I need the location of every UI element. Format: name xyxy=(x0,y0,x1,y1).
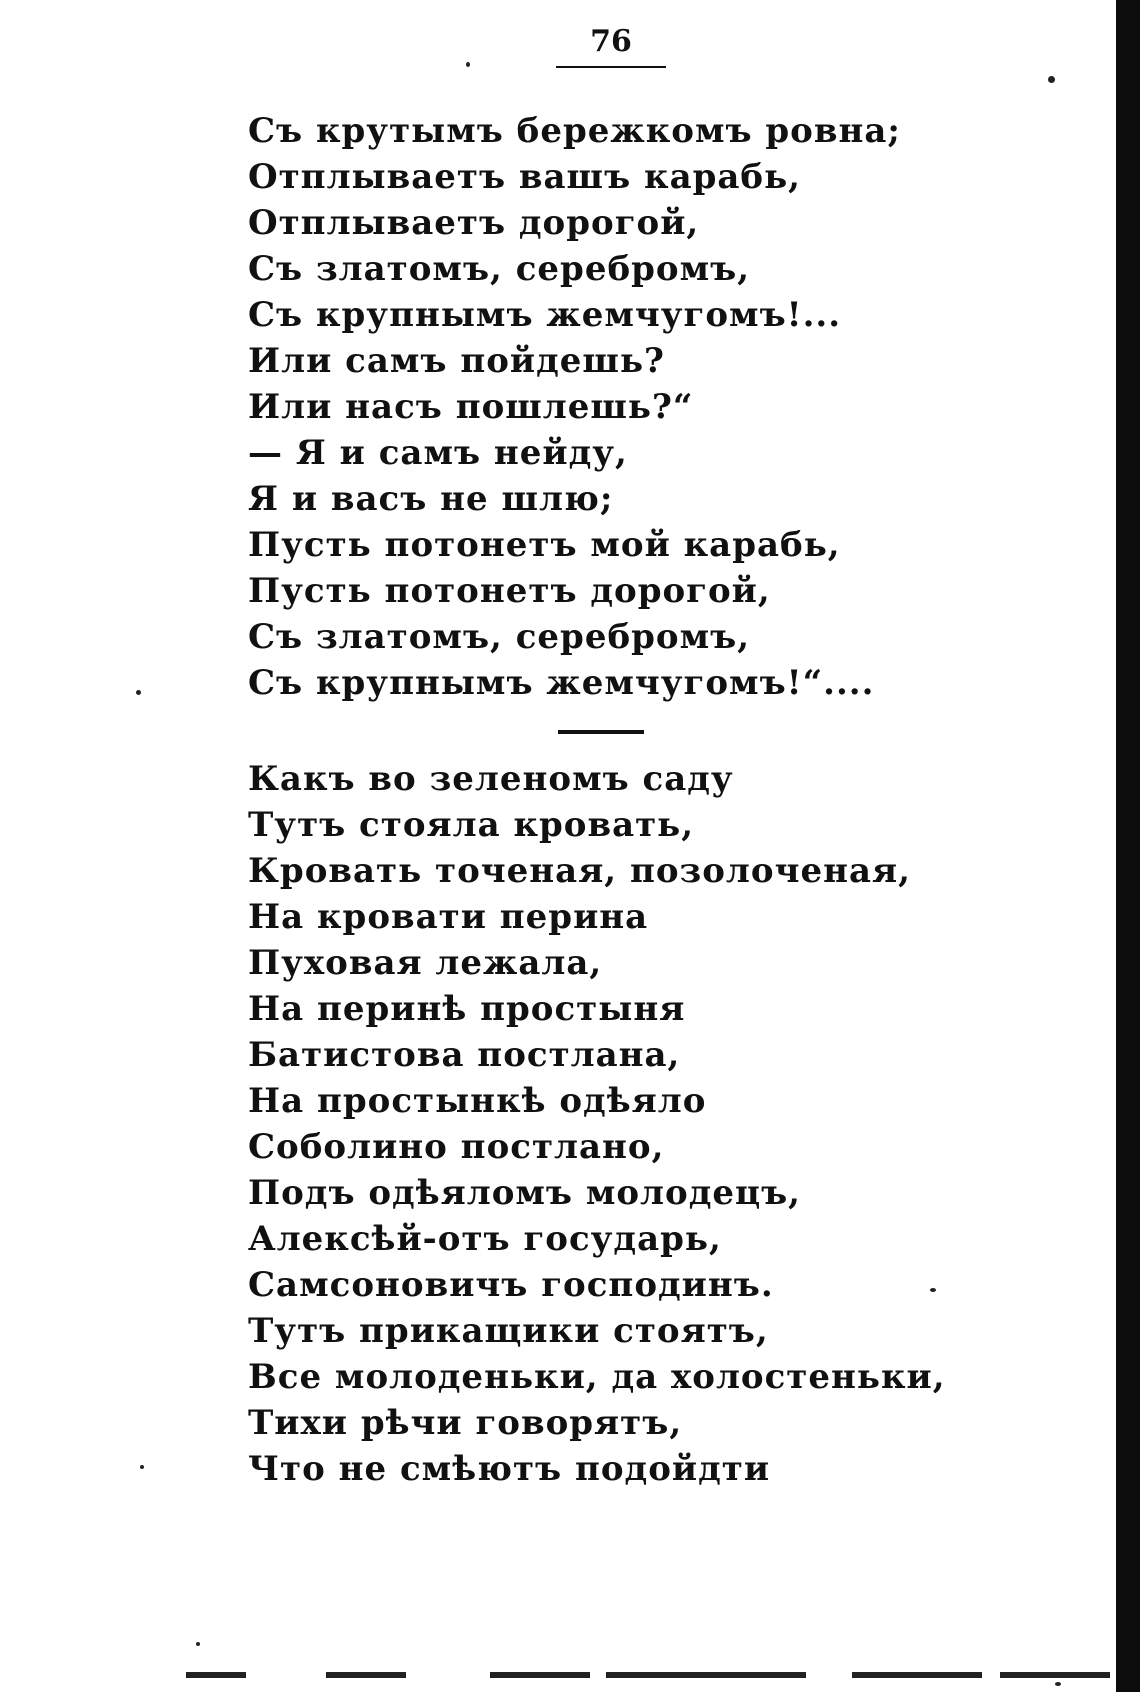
verse-line: Пусть потонетъ дорогой, xyxy=(248,571,771,611)
verse-line: Съ крутымъ бережкомъ ровна; xyxy=(248,111,901,151)
verse-line: Батистова постлана, xyxy=(248,1035,681,1075)
page-edge-shadow xyxy=(1116,0,1140,1692)
verse-line: Подъ одѣяломъ молодецъ, xyxy=(248,1173,802,1213)
ink-speck xyxy=(930,1288,936,1292)
verse-line: — Я и самъ нейду, xyxy=(248,433,628,473)
verse-line: Пуховая лежала, xyxy=(248,943,603,983)
bottom-print-bleed xyxy=(490,1672,590,1678)
section-divider xyxy=(558,730,644,734)
ink-speck xyxy=(466,62,470,67)
verse-line: Тутъ стояла кровать, xyxy=(248,805,695,845)
ink-speck xyxy=(1055,1682,1061,1686)
verse-line: Я и васъ не шлю; xyxy=(248,479,614,519)
verse-line: На кровати перина xyxy=(248,897,649,937)
ink-speck xyxy=(1048,76,1055,83)
bottom-print-bleed xyxy=(1000,1672,1110,1678)
verse-line: Тихи рѣчи говорятъ, xyxy=(248,1403,683,1443)
verse-line: Пусть потонетъ мой карабь, xyxy=(248,525,841,565)
stanza-2 xyxy=(248,756,946,1492)
bottom-print-bleed xyxy=(326,1672,406,1678)
verse-line: Кровать точеная, позолоченая, xyxy=(248,851,911,891)
verse-line: Соболино постлано, xyxy=(248,1127,665,1167)
verse-line: Съ златомъ, серебромъ, xyxy=(248,617,751,657)
verse-line: Тутъ прикащики стоятъ, xyxy=(248,1311,769,1351)
bottom-print-bleed xyxy=(852,1672,982,1678)
verse-line: Алексѣй-отъ государь, xyxy=(248,1219,722,1259)
verse-line: Самсоновичъ господинъ. xyxy=(248,1265,774,1305)
verse-line: Или насъ пошлешь?“ xyxy=(248,387,694,427)
ink-speck xyxy=(140,1465,144,1469)
verse-line: Какъ во зеленомъ саду xyxy=(248,759,734,799)
verse-line: Что не смѣютъ подойдти xyxy=(248,1449,771,1489)
verse-line: Съ крупнымъ жемчугомъ!“.... xyxy=(248,663,875,703)
verse-line: Съ златомъ, серебромъ, xyxy=(248,249,751,289)
verse-line: Все молоденьки, да холостеньки, xyxy=(248,1357,946,1397)
verse-line: Отплываетъ дорогой, xyxy=(248,203,700,243)
ink-speck xyxy=(196,1642,200,1646)
bottom-print-bleed xyxy=(606,1672,806,1678)
verse-line: На перинѣ простыня xyxy=(248,989,686,1029)
verse-line: Съ крупнымъ жемчугомъ!... xyxy=(248,295,842,335)
stanza-1 xyxy=(248,108,901,706)
bottom-print-bleed xyxy=(186,1672,246,1678)
verse-line: Отплываетъ вашъ карабь, xyxy=(248,157,801,197)
page-number: 76 xyxy=(556,22,666,68)
verse-line: На простынкѣ одѣяло xyxy=(248,1081,707,1121)
ink-speck xyxy=(136,690,141,695)
verse-line: Или самъ пойдешь? xyxy=(248,341,665,381)
